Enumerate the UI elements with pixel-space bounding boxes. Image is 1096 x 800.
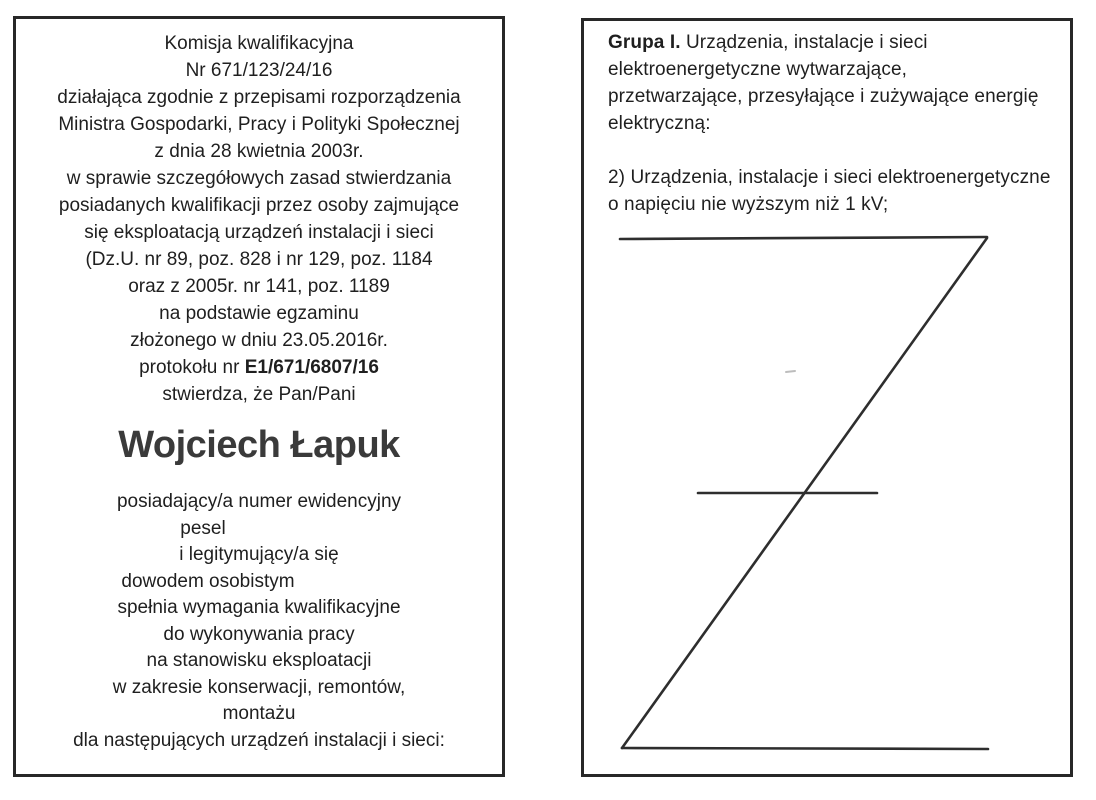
intro-line: Komisja kwalifikacyjna	[164, 33, 354, 54]
confirms-line: stwierdza, że Pan/Pani	[162, 384, 356, 405]
protocol-line	[16, 354, 502, 381]
details-line: do wykonywania pracy	[163, 623, 355, 645]
details-block	[16, 489, 502, 754]
details-line: montażu	[222, 703, 296, 724]
left-panel	[13, 16, 505, 777]
scan-speck	[786, 371, 795, 372]
intro-line: oraz z 2005r. nr 141, poz. 1189	[128, 276, 390, 297]
details-line: posiadający/a numer ewidencyjny	[116, 491, 402, 512]
details-line-pesel: pesel	[180, 517, 226, 539]
details-line: dla następujących urządzeń instalacji i sieci:	[73, 729, 445, 751]
group-heading-line	[608, 29, 1070, 56]
intro-line: (Dz.U. nr 89, poz. 828 i nr 129, poz. 1184	[85, 249, 433, 270]
intro-line: posiadanych kwalifikacji przez osoby zajmujące	[58, 195, 460, 216]
intro-line: działająca zgodnie z przepisami rozporządzenia	[57, 87, 461, 108]
group-line: elektroenergetyczne wytwarzające,	[608, 59, 907, 80]
right-panel	[581, 18, 1073, 777]
intro-line: na podstawie egzaminu	[159, 303, 359, 324]
group-paragraph	[608, 29, 1070, 137]
details-line-id-document: dowodem osobistym	[121, 570, 295, 592]
intro-line: w sprawie szczegółowych zasad stwierdzania	[66, 168, 452, 189]
group-line: przetwarzające, przesyłające i zużywające energię	[608, 86, 1039, 107]
item-line: o napięciu nie wyższym niż 1 kV;	[608, 194, 889, 215]
item-line: 2) Urządzenia, instalacje i sieci elektroenergetyczne	[608, 167, 1051, 188]
intro-line: Ministra Gospodarki, Pracy i Polityki Społecznej	[58, 114, 460, 135]
details-line: na stanowisku eksploatacji	[146, 650, 372, 671]
item-paragraph	[608, 164, 1070, 218]
details-line: i legitymujący/a się	[179, 544, 339, 565]
intro-line: z dnia 28 kwietnia 2003r.	[154, 141, 364, 162]
intro-line: Nr 671/123/24/16	[185, 60, 333, 81]
details-line: spełnia wymagania kwalifikacyjne	[117, 597, 401, 618]
holder-name: Wojciech Łapuk	[118, 424, 400, 466]
details-line: w zakresie konserwacji, remontów,	[112, 676, 406, 698]
intro-line: się eksploatacją urządzeń instalacji i sieci	[84, 222, 434, 243]
group-line: elektryczną:	[608, 113, 711, 134]
protocol-number: E1/671/6807/16	[244, 357, 379, 378]
protocol-prefix: protokołu nr	[139, 357, 245, 378]
intro-block	[16, 30, 502, 408]
intro-line: złożonego w dniu 23.05.2016r.	[130, 330, 388, 351]
group-line: Urządzenia, instalacje i sieci	[680, 32, 928, 53]
group-label: Grupa I.	[608, 32, 681, 53]
